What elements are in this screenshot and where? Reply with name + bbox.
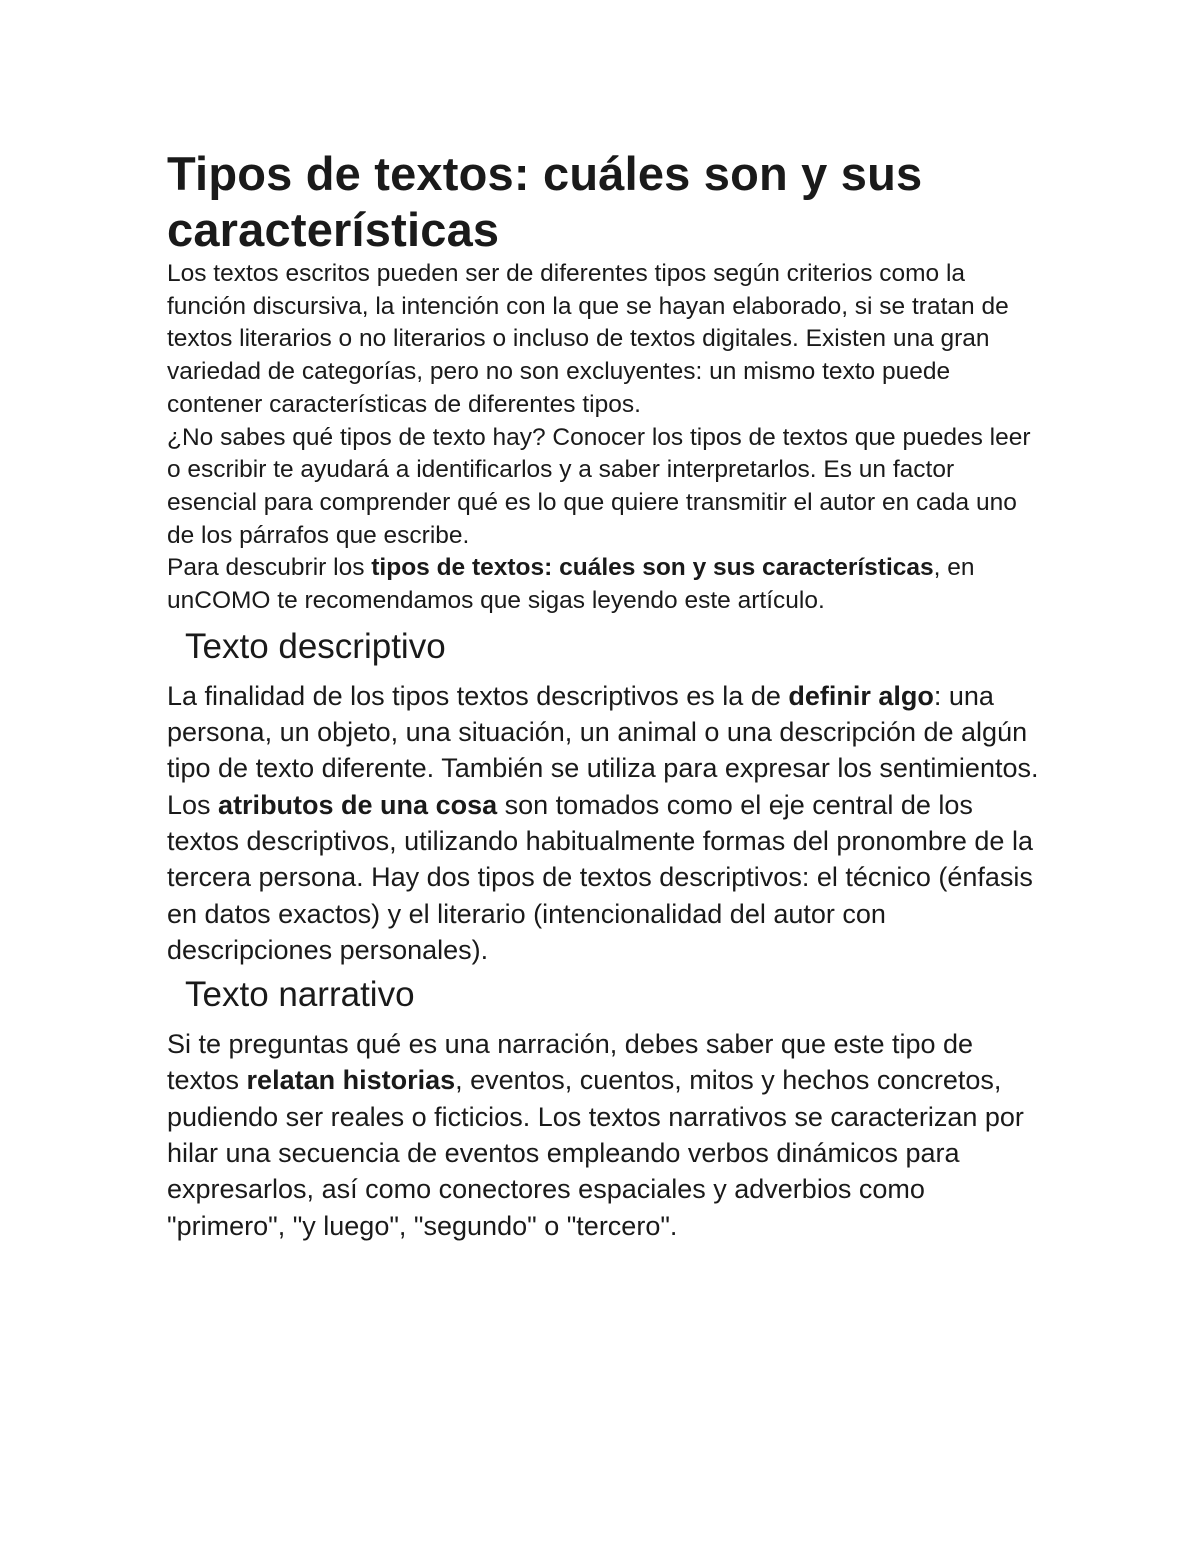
intro-paragraph-2: ¿No sabes qué tipos de texto hay? Conocer los tipos de textos que puedes leer o escribir te ayudará a identificarlos y a saber interpretarlos. Es un factor esencial para comprender qué es lo que quiere transmitir el autor en cada uno de los párrafos que escribe.: [167, 423, 1031, 549]
descriptivo-p1-text-c: : una persona, un objeto, una situación, un animal o una descripción de algún tipo de texto diferente. También se utiliza para expresar los sentimientos.: [167, 680, 1039, 784]
descriptivo-p1-text-a: La finalidad de los tipos textos descriptivos es la de: [167, 680, 789, 711]
narrativo-p1-text-a: Si te preguntas qué es una narración, debes saber que este tipo de textos: [167, 1029, 974, 1096]
heading-texto-narrativo: Texto narrativo: [185, 975, 415, 1015]
section-narrativo: [167, 974, 1047, 1244]
intro-p3-bold: tipos de textos: cuáles son y sus características: [371, 554, 934, 582]
intro-paragraph-3: [167, 552, 1047, 617]
descriptivo-p2-text-a: Los: [167, 789, 219, 820]
descriptivo-p2-text-c: son tomados como el eje central de los textos descriptivos, utilizando habitualmente formas del pronombre de la tercera persona. Hay dos tipos de textos descriptivos: el técnico (énfasis en datos exactos) y el literario (intencionalidad del autor con descripciones personales).: [167, 789, 1033, 965]
descriptivo-p2-bold: atributos de una cosa: [218, 789, 498, 820]
intro-paragraph-1: Los textos escritos pueden ser de diferentes tipos según criterios como la función discursiva, la intención con la que se hayan elaborado, si se tratan de textos literarios o no literarios o incluso de textos digitales. Existen una gran variedad de categorías, pero no son excluyentes: un mismo texto puede contener características de diferentes tipos.: [167, 260, 1009, 418]
descriptivo-p1-bold: definir algo: [788, 680, 934, 711]
heading-texto-descriptivo: Texto descriptivo: [185, 626, 446, 666]
narrativo-p1-bold: relatan historias: [246, 1065, 456, 1096]
narrativo-paragraph-1: [167, 1026, 1047, 1244]
document-page: [167, 146, 1047, 1244]
intro-p3-text-c: , en unCOMO te recomendamos que sigas leyendo este artículo.: [167, 554, 975, 615]
intro-p3-text-a: Para descubrir los: [167, 554, 372, 582]
descriptivo-paragraph-1: [167, 678, 1047, 787]
intro-section: [167, 258, 1047, 618]
section-descriptivo: [167, 626, 1047, 968]
document-title: Tipos de textos: cuáles son y sus características: [167, 147, 923, 256]
descriptivo-paragraph-2: [167, 787, 1047, 968]
narrativo-p1-text-c: , eventos, cuentos, mitos y hechos concretos, pudiendo ser reales o ficticios. Los textos narrativos se caracterizan por hilar una secuencia de eventos empleando verbos dinámicos para expresarlos, así como conectores espaciales y adverbios como "primero", "y luego", "segundo" o "tercero".: [167, 1065, 1024, 1241]
